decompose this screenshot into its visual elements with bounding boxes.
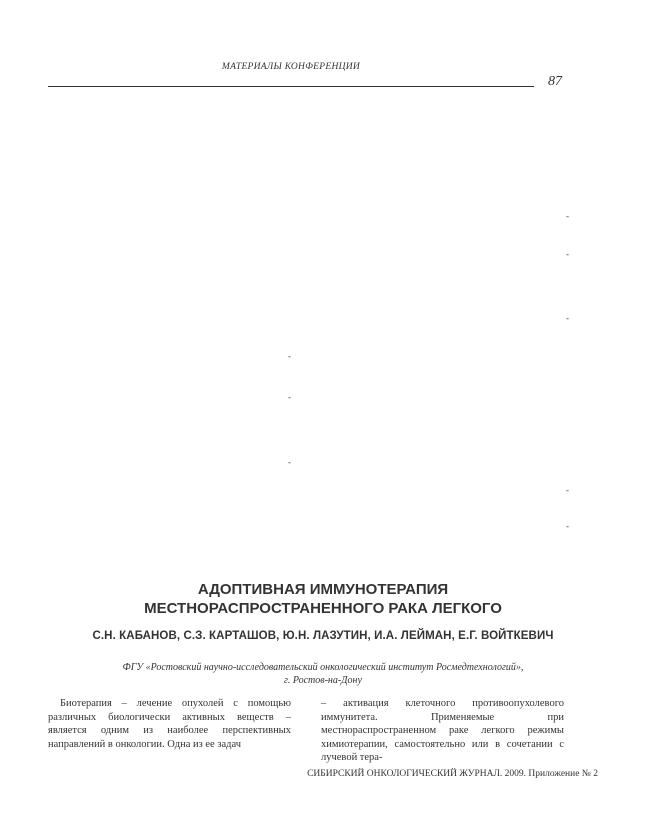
body-column-right [321, 697, 564, 765]
article-title-line: АДОПТИВНАЯ ИММУНОТЕРАПИЯ [197, 581, 449, 598]
stray-hyphen-mark: - [288, 351, 291, 361]
header-rule [48, 86, 534, 87]
stray-hyphen-mark: - [288, 457, 291, 467]
body-column-left [48, 697, 291, 751]
affiliation-line: г. Ростов-на-Дону [284, 675, 362, 686]
article-title-line: МЕСТНОРАСПРОСТРАНЕННОГО РАКА ЛЕГКОГО [144, 600, 502, 617]
running-head: МАТЕРИАЛЫ КОНФЕРЕНЦИИ [221, 62, 361, 72]
journal-footer: СИБИРСКИЙ ОНКОЛОГИЧЕСКИЙ ЖУРНАЛ. 2009. Приложение № 2 [307, 769, 598, 779]
article-affiliation [48, 661, 598, 687]
stray-hyphen-mark: - [566, 313, 569, 323]
article-title [48, 580, 598, 618]
body-paragraph: Биотерапия – лечение опухолей с помощью различных биологически активных веществ – является одним из наиболее перспективных направлений в онкологии. Одна из ее задач [48, 698, 291, 750]
affiliation-line: ФГУ «Ростовский научно-исследовательский онкологический институт Росмедтехнологий», [122, 662, 524, 673]
body-paragraph: – активация клеточного противоопухолевого иммунитета. Применяемые при местнораспространенном раке легкого режимы химиотерапии, самостоятельно или в сочетании с лучевой тера- [321, 698, 564, 763]
stray-hyphen-mark: - [566, 211, 569, 221]
stray-hyphen-mark: - [566, 249, 569, 259]
stray-hyphen-mark: - [566, 485, 569, 495]
page-number: 87 [548, 74, 562, 89]
article-authors: С.Н. КАБАНОВ, С.З. КАРТАШОВ, Ю.Н. ЛАЗУТИН, И.А. ЛЕЙМАН, Е.Г. ВОЙТКЕВИЧ [92, 630, 554, 642]
stray-hyphen-mark: - [288, 392, 291, 402]
stray-hyphen-mark: - [566, 521, 569, 531]
